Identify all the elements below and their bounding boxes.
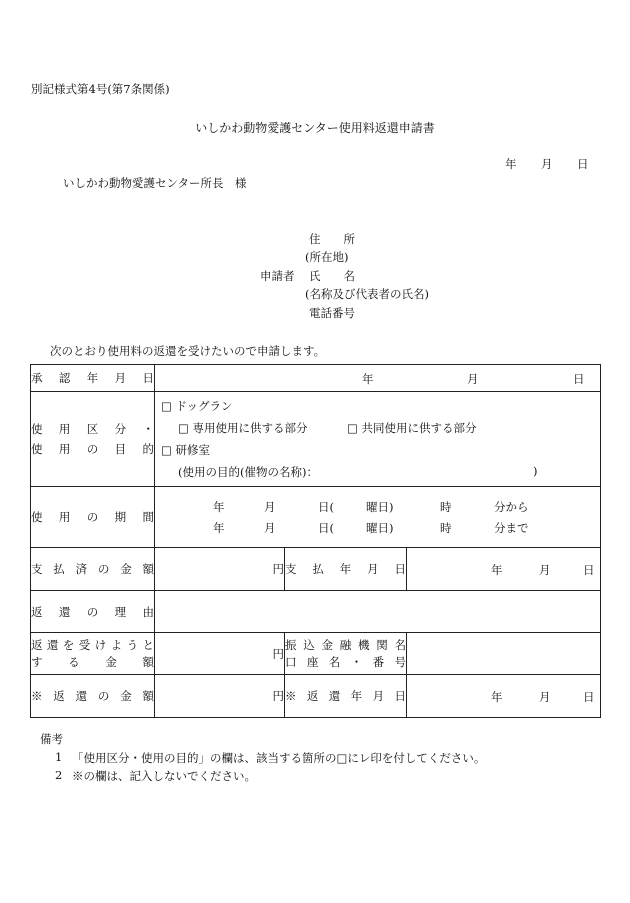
refund-amount-field[interactable] — [155, 675, 285, 718]
refund-date-field[interactable] — [407, 675, 601, 718]
yen-unit: 円 — [272, 646, 284, 661]
header-date-year: 年 — [505, 157, 517, 171]
refund-year: 年 — [491, 690, 503, 704]
header-date-day: 日 — [577, 157, 589, 171]
form-id: 別記様式第4号(第7条関係) — [31, 82, 170, 96]
row-period — [31, 487, 601, 548]
yen-unit: 円 — [272, 562, 284, 576]
notes-heading: 備考 — [40, 732, 63, 746]
usage-label: 使用区分・ 使用の目的 — [31, 392, 155, 487]
note-1-num: 1 — [55, 750, 63, 764]
approval-date-label: 承認年月日 — [31, 365, 155, 392]
reason-label: 返還の理由 — [31, 591, 155, 633]
period-end-weekday: 曜日) — [366, 521, 394, 535]
note-1-text: 「使用区分・使用の目的」の欄は、該当する箇所の□にレ印を付してください。 — [72, 751, 486, 765]
header-date-month: 月 — [541, 157, 553, 171]
period-end-day: 日( — [318, 521, 334, 535]
approval-day: 日 — [573, 372, 585, 386]
addressee: いしかわ動物愛護センター所長 様 — [63, 176, 247, 190]
row-usage — [31, 392, 601, 487]
row-refund-request — [31, 633, 601, 675]
period-end-month: 月 — [264, 521, 276, 535]
period-field[interactable] — [155, 487, 601, 548]
bank-field[interactable] — [407, 633, 601, 675]
row-paid — [31, 548, 601, 591]
row-approval-date — [31, 365, 601, 392]
purpose-close: ) — [533, 464, 538, 478]
usage-field — [155, 392, 601, 487]
paid-amount-field[interactable] — [155, 548, 285, 591]
period-label: 使用の期間 — [31, 487, 155, 548]
paid-year: 年 — [491, 563, 503, 577]
paid-day: 日 — [583, 563, 595, 577]
checkbox-dogrun-shared[interactable]: □ 共同使用に供する部分 — [347, 421, 477, 435]
checkbox-dogrun-private[interactable]: □ 専用使用に供する部分 — [178, 421, 308, 435]
refund-amount-label: ※返還の金額 — [31, 675, 155, 718]
note-2-num: 2 — [55, 768, 63, 782]
paid-amount-label: 支払済の金額 — [31, 548, 155, 591]
paid-date-field[interactable] — [407, 548, 601, 591]
paid-date-label: 支払年月日 — [285, 548, 407, 591]
document-title: いしかわ動物愛護センター使用料返還申請書 — [195, 121, 435, 135]
refund-day: 日 — [583, 690, 595, 704]
checkbox-dogrun[interactable]: □ ドッグラン — [161, 399, 233, 413]
applicant-name-label: 氏 名 — [309, 269, 355, 283]
applicant-address-sub: (所在地) — [305, 250, 349, 264]
yen-unit: 円 — [272, 689, 284, 703]
approval-year: 年 — [362, 372, 374, 386]
period-start-year: 年 — [213, 500, 225, 514]
applicant-label: 申請者 — [260, 269, 295, 283]
applicant-phone-label: 電話番号 — [309, 306, 355, 320]
refund-request-field[interactable] — [155, 633, 285, 675]
period-start-weekday: 曜日) — [366, 500, 394, 514]
paid-month: 月 — [539, 563, 551, 577]
checkbox-training-room[interactable]: □ 研修室 — [161, 443, 211, 457]
bank-label: 振込金融機関名 口座名・番号 — [285, 633, 407, 675]
applicant-address-label: 住 所 — [309, 232, 355, 246]
purpose-field[interactable]: (使用の目的(催物の名称)： — [178, 465, 318, 479]
approval-date-field[interactable] — [155, 365, 601, 392]
refund-date-label: ※返還年月日 — [285, 675, 407, 718]
period-start-month: 月 — [264, 500, 276, 514]
refund-form-table — [30, 364, 601, 718]
note-2-text: ※の欄は、記入しないでください。 — [72, 769, 256, 783]
refund-month: 月 — [539, 690, 551, 704]
period-start-day: 日( — [318, 500, 334, 514]
reason-field[interactable] — [155, 591, 601, 633]
period-start-hour: 時 — [440, 500, 452, 514]
period-end-year: 年 — [213, 521, 225, 535]
approval-month: 月 — [467, 372, 479, 386]
period-end-minute: 分まで — [494, 521, 529, 535]
applicant-name-sub: (名称及び代表者の氏名) — [305, 287, 429, 301]
period-end-hour: 時 — [440, 521, 452, 535]
row-refund-office — [31, 675, 601, 718]
intro-text: 次のとおり使用料の返還を受けたいので申請します。 — [50, 344, 326, 358]
row-reason — [31, 591, 601, 633]
period-start-minute: 分から — [494, 500, 529, 514]
refund-request-label: 返還を受けようと する金額 — [31, 633, 155, 675]
